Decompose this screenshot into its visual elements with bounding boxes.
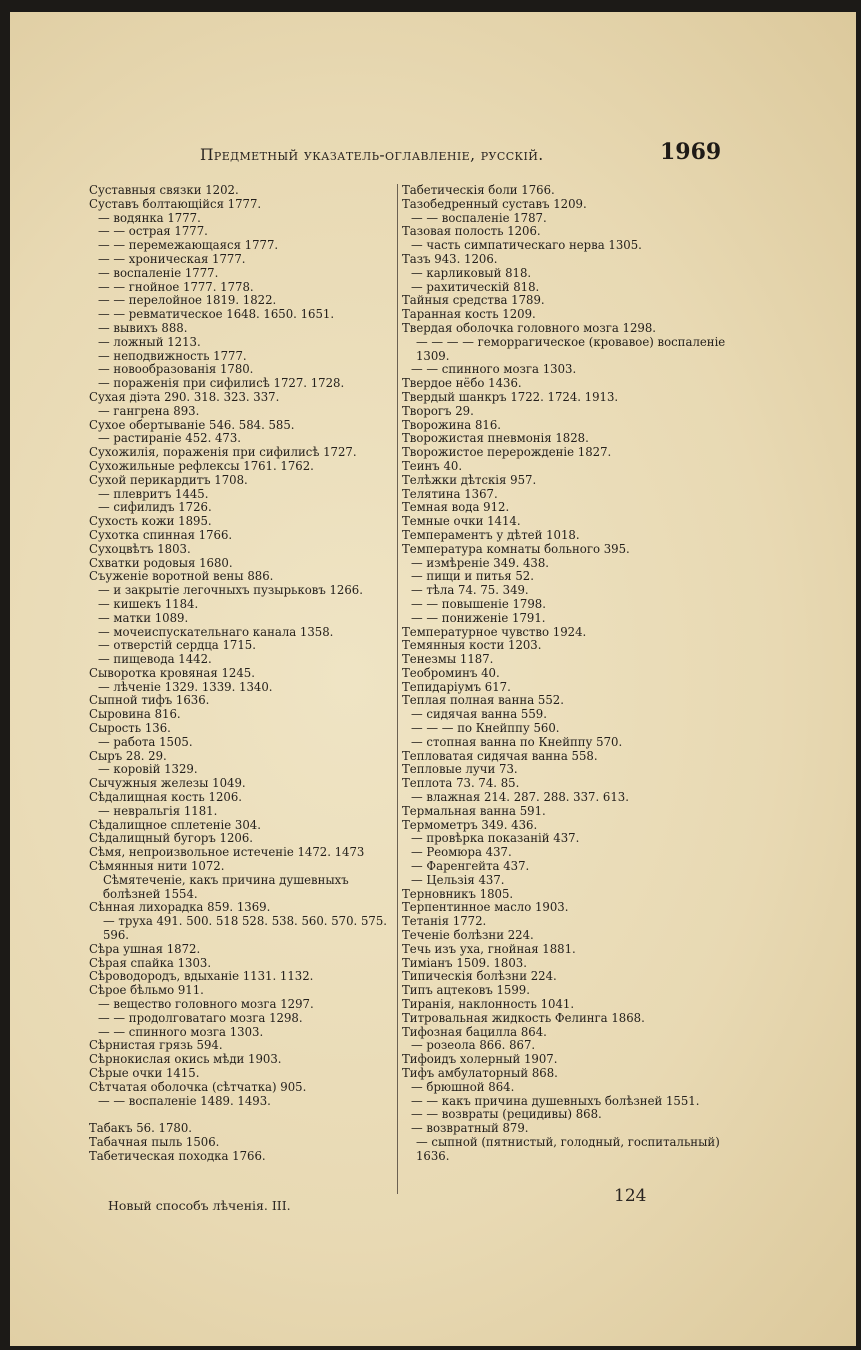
index-entry: Съуженіе воротной вены 886. <box>89 569 274 584</box>
index-entry: — — продолговатаго мозга 1298. <box>98 1010 303 1025</box>
index-entry: Теинъ 40. <box>402 458 463 473</box>
index-entry: Табакъ 56. 1780. <box>89 1121 192 1136</box>
index-entry: Теченіе болѣзни 224. <box>402 928 534 943</box>
index-entry: — вещество головного мозга 1297. <box>98 997 314 1012</box>
index-entry: — ложный 1213. <box>98 334 201 349</box>
index-entry: Сѣрая спайка 1303. <box>89 955 212 970</box>
index-entry: — Цельзія 437. <box>411 872 505 887</box>
index-entry: — неподвижность 1777. <box>98 348 247 363</box>
index-entry: — невральгія 1181. <box>98 803 218 818</box>
index-entry: Тетанія 1772. <box>402 914 487 929</box>
index-entry: — измѣреніе 349. 438. <box>411 555 550 570</box>
index-entry: Сыръ 28. 29. <box>89 748 167 763</box>
index-entry: — — воспаленіе 1489. 1493. <box>98 1093 271 1108</box>
index-entry: Твердая оболочка головного мозга 1298. <box>402 320 656 335</box>
index-entry: — плевритъ 1445. <box>98 486 209 501</box>
index-entry: — мочеиспускательнаго канала 1358. <box>98 624 334 639</box>
index-entry: Схватки родовыя 1680. <box>89 555 233 570</box>
index-entry: Титровальная жидкость Фелинга 1868. <box>402 1010 645 1025</box>
index-entry: Тайныя средства 1789. <box>402 293 545 308</box>
index-entry: — воспаленіе 1777. <box>98 265 219 280</box>
index-entry: Таранная кость 1209. <box>402 307 536 322</box>
index-entry: — кишекъ 1184. <box>98 596 199 611</box>
index-entry: Суставныя связки 1202. <box>89 183 239 197</box>
index-entry: Творогъ 29. <box>402 403 474 418</box>
index-entry: Сухое обертываніе 546. 584. 585. <box>89 417 295 432</box>
index-entry: — стопная ванна по Кнейппу 570. <box>411 734 623 749</box>
index-entry: Сырость 136. <box>89 721 171 736</box>
index-entry: Табетическія боли 1766. <box>402 183 555 197</box>
index-entry: — новообразованія 1780. <box>98 362 254 377</box>
index-entry: Сѣтчатая оболочка (сѣтчатка) 905. <box>89 1079 307 1094</box>
index-entry: Термальная ванна 591. <box>402 803 546 818</box>
index-entry: Тиміанъ 1509. 1803. <box>402 955 527 970</box>
index-entry: Тифозная бацилла 864. <box>402 1024 547 1039</box>
footer-book-title: Новый способъ лѣченія. III. <box>108 1198 291 1213</box>
index-entry: Сухожильные рефлексы 1761. 1762. <box>89 458 314 473</box>
index-entry: — карликовый 818. <box>411 265 532 280</box>
index-entry: — — воспаленіе 1787. <box>411 210 547 225</box>
index-entry: — — спинного мозга 1303. <box>411 362 577 377</box>
index-entry: — лѣченіе 1329. 1339. 1340. <box>98 679 273 694</box>
index-entry: Тифъ амбулаторный 868. <box>402 1066 558 1080</box>
index-entry: — пораженія при сифилисѣ 1727. 1728. <box>98 376 345 391</box>
index-entry: — — спинного мозга 1303. <box>98 1024 264 1039</box>
index-entry: Творожистое перерожденіе 1827. <box>402 445 612 460</box>
column-divider <box>397 184 398 1194</box>
index-entry: — Реомюра 437. <box>411 845 512 860</box>
index-entry: — — пониженіе 1791. <box>411 610 546 625</box>
index-column-right <box>402 184 732 1164</box>
index-entry: — растираніе 452. 473. <box>98 431 242 446</box>
index-entry: Сыпной тифъ 1636. <box>89 693 210 708</box>
index-entry: — возвратный 879. <box>411 1121 529 1136</box>
index-entry: Сѣмянныя нити 1072. <box>89 859 225 874</box>
index-entry: Терновникъ 1805. <box>402 886 514 901</box>
index-entry: — — — по Кнейппу 560. <box>411 721 560 736</box>
index-entry: Сѣдалищная кость 1206. <box>89 790 242 805</box>
index-entry: — коровій 1329. <box>98 762 198 777</box>
index-entry: — работа 1505. <box>98 734 193 749</box>
index-entry: Теплота 73. 74. 85. <box>402 776 520 791</box>
index-column-left <box>89 184 394 1164</box>
index-entry: Суставъ болтающійся 1777. <box>89 196 262 211</box>
index-entry: Тепидаріумъ 617. <box>402 679 511 694</box>
index-entry: — брюшной 864. <box>411 1079 515 1094</box>
index-entry: — матки 1089. <box>98 610 189 625</box>
index-entry: — — гнойное 1777. 1778. <box>98 279 254 294</box>
index-entry: — тѣла 74. 75. 349. <box>411 583 529 598</box>
index-entry: Сѣрые очки 1415. <box>89 1066 200 1080</box>
index-entry: Сѣмя, непроизвольное истеченіе 1472. 1473 <box>89 845 365 860</box>
index-entry: Сыворотка кровяная 1245. <box>89 665 255 680</box>
index-entry: — розеола 866. 867. <box>411 1038 536 1053</box>
index-entry: — сыпной (пятнистый, голодный, госпитальный) 1636. <box>416 1134 720 1163</box>
index-entry: Сѣмятеченіе, какъ причина душевныхъ болѣзней 1554. <box>103 872 349 901</box>
index-entry: Темпераментъ у дѣтей 1018. <box>402 527 580 542</box>
index-entry: Телѣжки дѣтскія 957. <box>402 472 537 487</box>
index-entry: — Фаренгейта 437. <box>411 859 530 874</box>
index-entry: Термометръ 349. 436. <box>402 817 538 832</box>
page-header-title: Предметный указатель-оглавленіе, русскій. <box>200 146 544 164</box>
index-entry: — пищи и питья 52. <box>411 569 534 584</box>
index-entry: Твердый шанкръ 1722. 1724. 1913. <box>402 389 619 404</box>
index-entry: Сычужныя железы 1049. <box>89 776 246 791</box>
index-entry: Творожистая пневмонія 1828. <box>402 431 589 446</box>
index-entry: — провѣрка показаній 437. <box>411 831 580 846</box>
index-entry: — — — — геморрагическое (кровавое) воспаленіе 1309. <box>416 334 726 363</box>
index-entry: — — перемежающаяся 1777. <box>98 238 279 253</box>
index-entry: Типъ ацтековъ 1599. <box>402 983 530 998</box>
index-entry: Сухоцвѣтъ 1803. <box>89 541 191 556</box>
index-entry: — — возвраты (рецидивы) 868. <box>411 1107 602 1122</box>
index-entry: — труха 491. 500. 518 528. 538. 560. 570. 575. 596. <box>103 914 387 943</box>
index-entry: Твердое нёбо 1436. <box>402 376 522 391</box>
index-entry: Сухой перикардитъ 1708. <box>89 472 248 487</box>
index-entry: Тазовая полость 1206. <box>402 224 541 239</box>
index-entry: Сѣрнокислая окись мѣди 1903. <box>89 1052 282 1067</box>
index-entry: Темная вода 912. <box>402 500 510 515</box>
index-entry: Тифоидъ холерный 1907. <box>402 1052 558 1067</box>
index-entry: Табачная пыль 1506. <box>89 1135 220 1150</box>
index-entry: — сидячая ванна 559. <box>411 707 547 722</box>
index-entry: — водянка 1777. <box>98 210 201 225</box>
footer-signature-mark: 124 <box>614 1186 647 1206</box>
index-entry: Сухожилія, пораженія при сифилисѣ 1727. <box>89 445 357 460</box>
section-gap <box>89 1108 394 1122</box>
index-entry: Типическія болѣзни 224. <box>402 969 557 984</box>
index-entry: Темные очки 1414. <box>402 514 521 529</box>
index-entry: — — повышеніе 1798. <box>411 596 546 611</box>
index-entry: — и закрытіе легочныхъ пузырьковъ 1266. <box>98 583 363 598</box>
index-entry: — влажная 214. 287. 288. 337. 613. <box>411 790 629 805</box>
index-entry: Тазъ 943. 1206. <box>402 251 498 266</box>
index-entry: Температурное чувство 1924. <box>402 624 587 639</box>
index-entry: — — ревматическое 1648. 1650. 1651. <box>98 307 335 322</box>
index-entry: Сѣнная лихорадка 859. 1369. <box>89 900 271 915</box>
index-entry: — пищевода 1442. <box>98 652 212 667</box>
index-entry: Тиранія, наклонность 1041. <box>402 997 575 1012</box>
index-entry: — — хроническая 1777. <box>98 251 246 266</box>
index-entry: — — какъ причина душевныхъ болѣзней 1551. <box>411 1093 700 1108</box>
index-entry: Табетическая походка 1766. <box>89 1148 266 1163</box>
index-entry: — — острая 1777. <box>98 224 208 239</box>
index-entry: Сыровина 816. <box>89 707 181 722</box>
index-entry: — сифилидъ 1726. <box>98 500 212 515</box>
index-entry: — вывихъ 888. <box>98 320 188 335</box>
index-entry: — часть симпатическаго нерва 1305. <box>411 238 642 253</box>
index-entry: Тенезмы 1187. <box>402 652 494 667</box>
index-entry: Тазобедренный суставъ 1209. <box>402 196 587 211</box>
page-number: 1969 <box>660 139 722 165</box>
index-entry: Теплая полная ванна 552. <box>402 693 564 708</box>
index-entry: Сѣра ушная 1872. <box>89 941 201 956</box>
index-entry: — отверстій сердца 1715. <box>98 638 256 653</box>
index-entry: Сухотка спинная 1766. <box>89 527 233 542</box>
index-entry: Тепловатая сидячая ванна 558. <box>402 748 598 763</box>
index-entry: — рахитическій 818. <box>411 279 540 294</box>
index-entry: Терпентинное масло 1903. <box>402 900 569 915</box>
index-entry: Темянныя кости 1203. <box>402 638 542 653</box>
book-page <box>10 12 856 1346</box>
index-entry: Течь изъ уха, гнойная 1881. <box>402 941 576 956</box>
index-entry: Сѣдалищный бугоръ 1206. <box>89 831 253 846</box>
index-entry: Сѣроводородъ, вдыханіе 1131. 1132. <box>89 969 314 984</box>
index-entry: Тепловые лучи 73. <box>402 762 518 777</box>
index-entry: — — перелойное 1819. 1822. <box>98 293 277 308</box>
index-entry: Творожина 816. <box>402 417 501 432</box>
index-entry: Сѣрнистая грязь 594. <box>89 1038 223 1053</box>
index-entry: — гангрена 893. <box>98 403 200 418</box>
index-entry: Сухая діэта 290. 318. 323. 337. <box>89 389 280 404</box>
index-entry: Сухость кожи 1895. <box>89 514 212 529</box>
index-entry: Сѣрое бѣльмо 911. <box>89 983 204 998</box>
index-entry: Сѣдалищное сплетеніе 304. <box>89 817 261 832</box>
index-entry: Температура комнаты больного 395. <box>402 541 630 556</box>
index-entry: Теоброминъ 40. <box>402 665 500 680</box>
index-entry: Телятина 1367. <box>402 486 498 501</box>
